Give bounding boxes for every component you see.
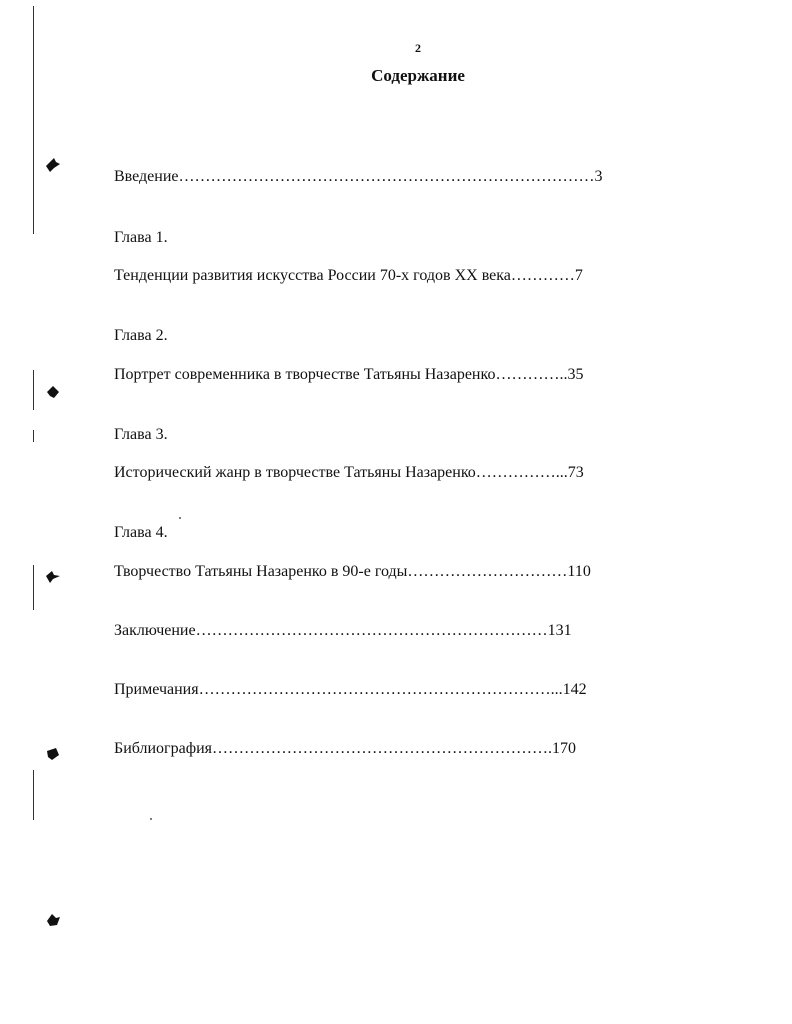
page-title: Содержание	[371, 66, 465, 85]
toc-chapter3-heading: Глава 3.	[114, 426, 168, 443]
scan-speck	[179, 517, 181, 519]
punch-mark-icon	[44, 745, 62, 763]
toc-entry-introduction: Введение……………………………………………………………………3	[114, 168, 603, 185]
toc-entry-chapter3: Исторический жанр в творчестве Татьяны Назаренко……………...73	[114, 464, 584, 481]
toc-chapter2-heading: Глава 2.	[114, 327, 168, 344]
binding-edge-line	[33, 565, 34, 610]
toc-entry-chapter2: Портрет современника в творчестве Татьяны Назаренко…………..35	[114, 366, 584, 383]
punch-mark-icon	[44, 384, 62, 402]
toc-entry-chapter4: Творчество Татьяны Назаренко в 90-е годы…………………………110	[114, 563, 591, 580]
toc-entry-bibliography: Библиография……………………………………………………….170	[114, 740, 576, 757]
toc-entry-conclusion: Заключение…………………………………………………………131	[114, 622, 572, 639]
toc-entry-chapter1: Тенденции развития искусства России 70-х годов XX века…………7	[114, 267, 583, 284]
page-number: 2	[415, 41, 421, 55]
scan-speck	[150, 818, 152, 820]
toc-chapter1-heading: Глава 1.	[114, 229, 168, 246]
toc-chapter4-heading: Глава 4.	[114, 524, 168, 541]
binding-edge-line	[33, 430, 34, 442]
binding-edge-line	[33, 770, 34, 820]
toc-entry-notes: Примечания…………………………………………………………...142	[114, 681, 587, 698]
punch-mark-icon	[44, 567, 62, 585]
binding-edge-line	[33, 370, 34, 410]
punch-mark-icon	[44, 911, 62, 929]
punch-mark-icon	[44, 156, 62, 174]
binding-edge-line	[33, 6, 34, 234]
